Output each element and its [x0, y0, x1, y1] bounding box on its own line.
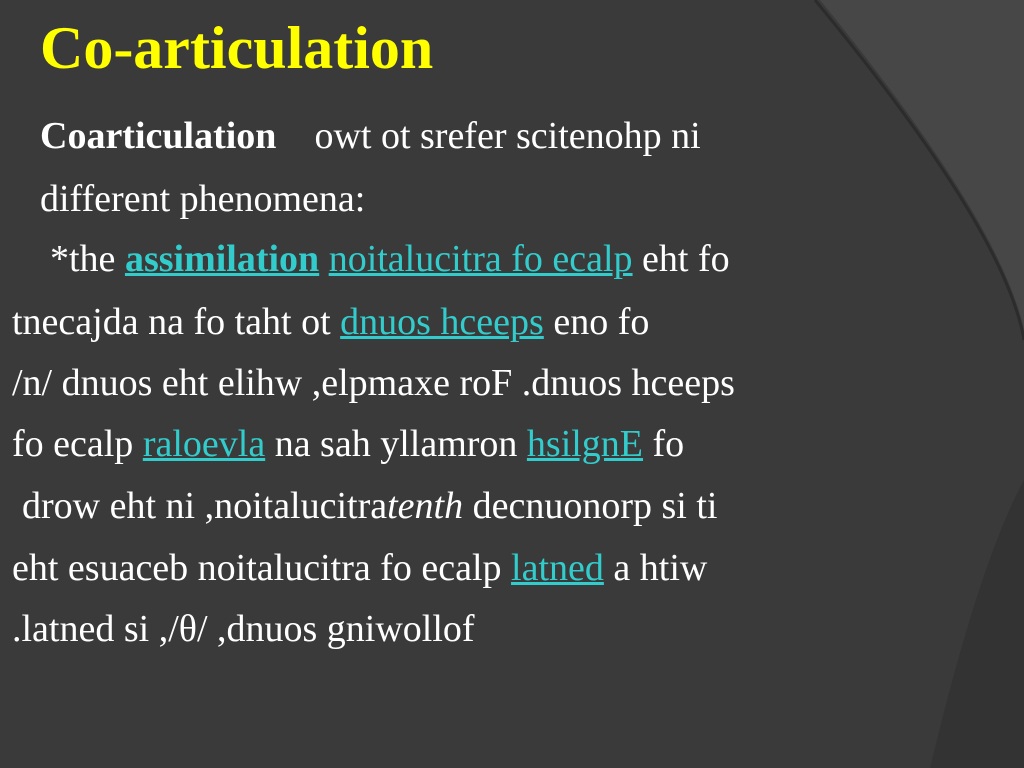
text-line-2 [40, 180, 365, 218]
text-line-8 [12, 549, 707, 587]
slide-title: Co-articulation [40, 15, 434, 81]
text-line-5 [12, 364, 735, 402]
line6-prefix: fo ecalp [12, 423, 134, 465]
line3-prefix: *the [50, 238, 116, 280]
line7-suffix: decnuonorp si ti [472, 485, 718, 527]
line6-suffix: fo [652, 423, 685, 465]
line1-text: owt ot srefer scitenohp ni [314, 115, 701, 157]
text-line-3 [50, 240, 730, 278]
line2-colon: : [354, 178, 366, 220]
text-line-7 [22, 487, 717, 525]
line5-text: /n/ dnuos eht elihw ,elpmaxe roF .dnuos hceeps [12, 362, 735, 404]
speech-sound-link[interactable]: dnuos hceeps [340, 301, 544, 343]
coarticulation-term: Coarticulation [40, 115, 277, 157]
tenth-word: tenth [387, 485, 464, 527]
line3-suffix: eht fo [642, 238, 730, 280]
line8-suffix: a htiw [613, 547, 708, 589]
text-line-4 [12, 303, 649, 341]
text-line-6 [12, 425, 684, 463]
line9-text: .latned si ,/θ/ ,dnuos gniwollof [12, 608, 475, 650]
text-line-1 [40, 117, 701, 155]
line7-prefix: drow eht ni ,noitalucitra [22, 485, 388, 527]
line6-middle: na sah yllamron [274, 423, 518, 465]
line4-suffix: eno fo [553, 301, 650, 343]
line2-text: different phenomena [40, 178, 355, 220]
line4-prefix: tnecajda na fo taht ot [12, 301, 331, 343]
place-of-articulation-link[interactable]: noitalucitra fo ecalp [328, 238, 633, 280]
alveolar-link[interactable]: raloevla [142, 423, 266, 465]
line8-prefix: eht esuaceb noitalucitra fo ecalp [12, 547, 502, 589]
english-link[interactable]: hsilgnE [526, 423, 644, 465]
dental-link[interactable]: latned [511, 547, 604, 589]
text-line-9 [12, 610, 475, 648]
assimilation-link[interactable]: assimilation [124, 238, 320, 280]
